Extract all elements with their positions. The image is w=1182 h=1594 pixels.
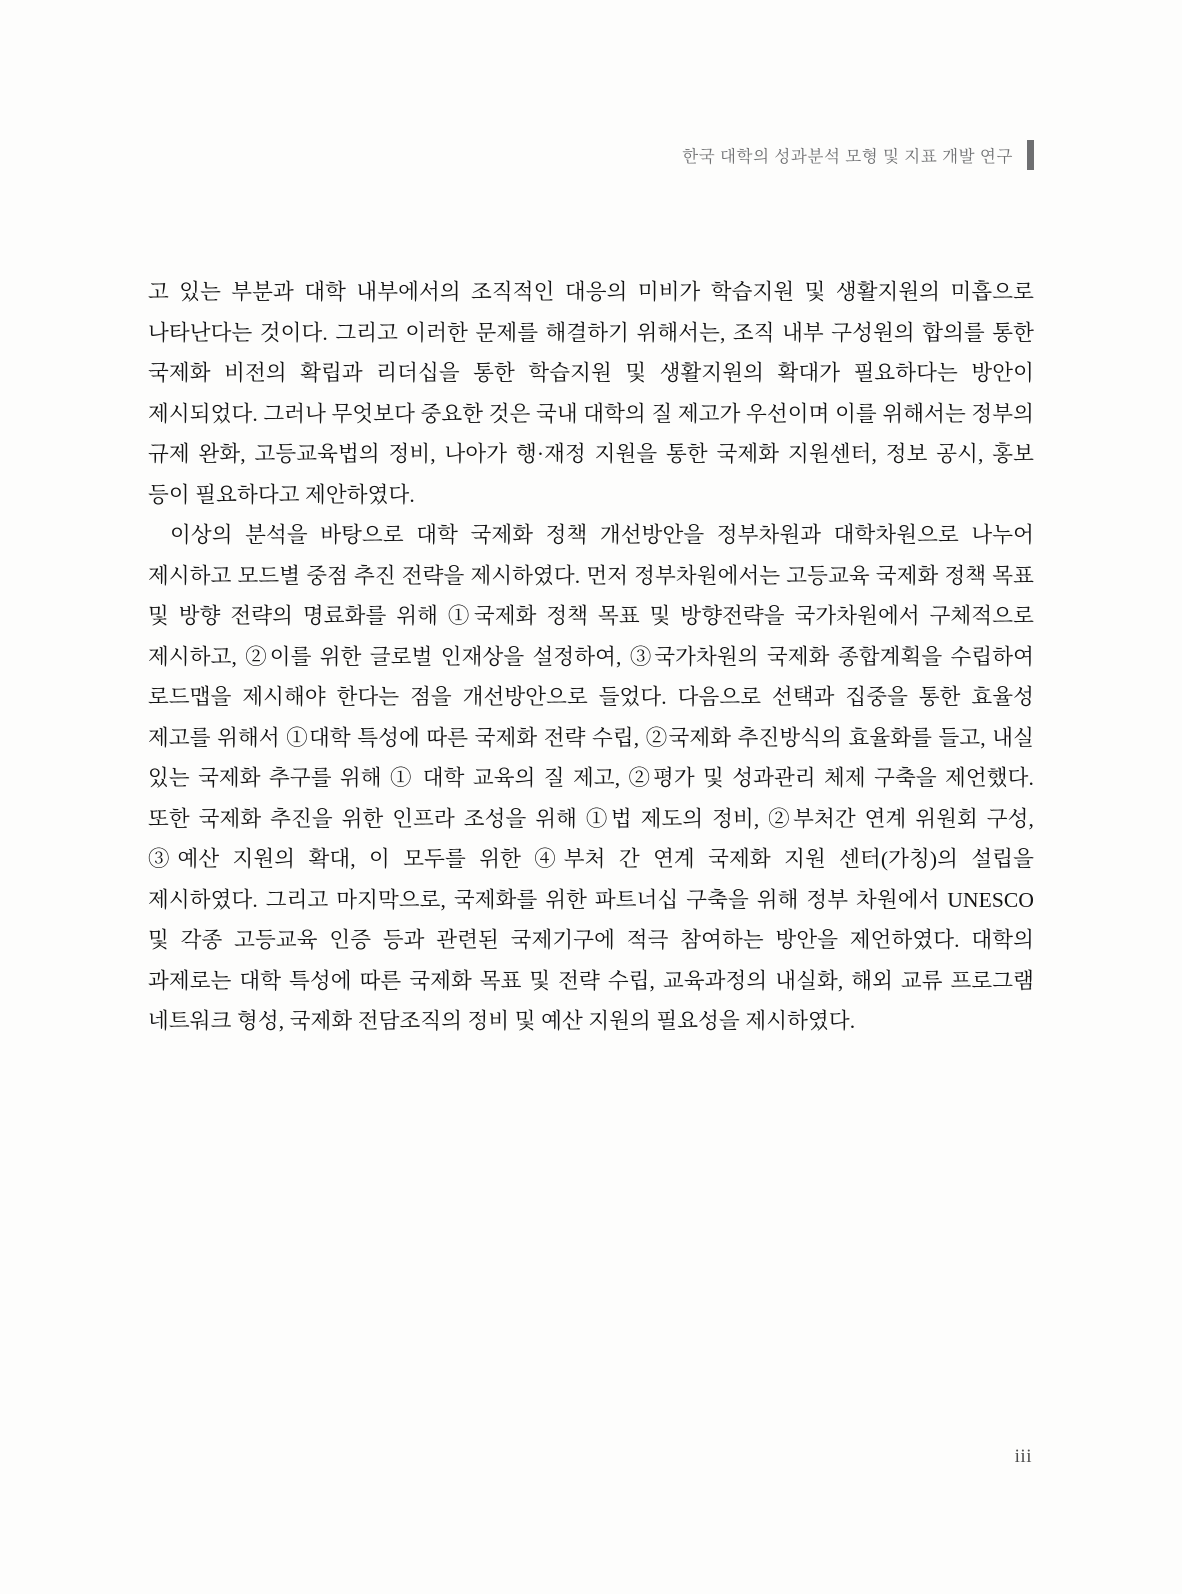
body-text-block <box>148 272 1034 1042</box>
paragraph-2: 이상의 분석을 바탕으로 대학 국제화 정책 개선방안을 정부차원과 대학차원으로 나누어 제시하고 모드별 중점 추진 전략을 제시하였다. 먼저 정부차원에서는 고등교육 국제화 정책 목표 및 방향 전략의 명료화를 위해 ①국제화 정책 목표 및 방향전략을 국가차원에서 구체적으로 제시하고, ②이를 위한 글로벌 인재상을 설정하여, ③국가차원의 국제화 종합계획을 수립하여 로드맵을 제시해야 한다는 점을 개선방안으로 들었다. 다음으로 선택과 집중을 통한 효율성 제고를 위해서 ①대학 특성에 따른 국제화 전략 수립, ②국제화 추진방식의 효율화를 들고, 내실 있는 국제화 추구를 위해 ① 대학 교육의 질 제고, ②평가 및 성과관리 체제 구축을 제언했다. 또한 국제화 추진을 위한 인프라 조성을 위해 ①법 제도의 정비, ②부처간 연계 위원회 구성, ③예산 지원의 확대, 이 모두를 위한 ④부처 간 연계 국제화 지원 센터(가칭)의 설립을 제시하였다. 그리고 마지막으로, 국제화를 위한 파트너십 구축을 위해 정부 차원에서 UNESCO 및 각종 고등교육 인증 등과 관련된 국제기구에 적극 참여하는 방안을 제언하였다. 대학의 과제로는 대학 특성에 따른 국제화 목표 및 전략 수립, 교육과정의 내실화, 해외 교류 프로그램 네트워크 형성, 국제화 전담조직의 정비 및 예산 지원의 필요성을 제시하였다. <box>148 523 1034 1033</box>
header-rule-marker <box>1027 140 1034 170</box>
running-header-title: 한국 대학의 성과분석 모형 및 지표 개발 연구 <box>682 147 1013 166</box>
page-number: iii <box>1014 1446 1032 1467</box>
running-header <box>682 140 1034 170</box>
paragraph-1: 고 있는 부분과 대학 내부에서의 조직적인 대응의 미비가 학습지원 및 생활지원의 미흡으로 나타난다는 것이다. 그리고 이러한 문제를 해결하기 위해서는, 조직 내부 구성원의 합의를 통한 국제화 비전의 확립과 리더십을 통한 학습지원 및 생활지원의 확대가 필요하다는 방안이 제시되었다. 그러나 무엇보다 중요한 것은 국내 대학의 질 제고가 우선이며 이를 위해서는 정부의 규제 완화, 고등교육법의 정비, 나아가 행·재정 지원을 통한 국제화 지원센터, 정보 공시, 홍보 등이 필요하다고 제안하였다. <box>148 280 1034 507</box>
